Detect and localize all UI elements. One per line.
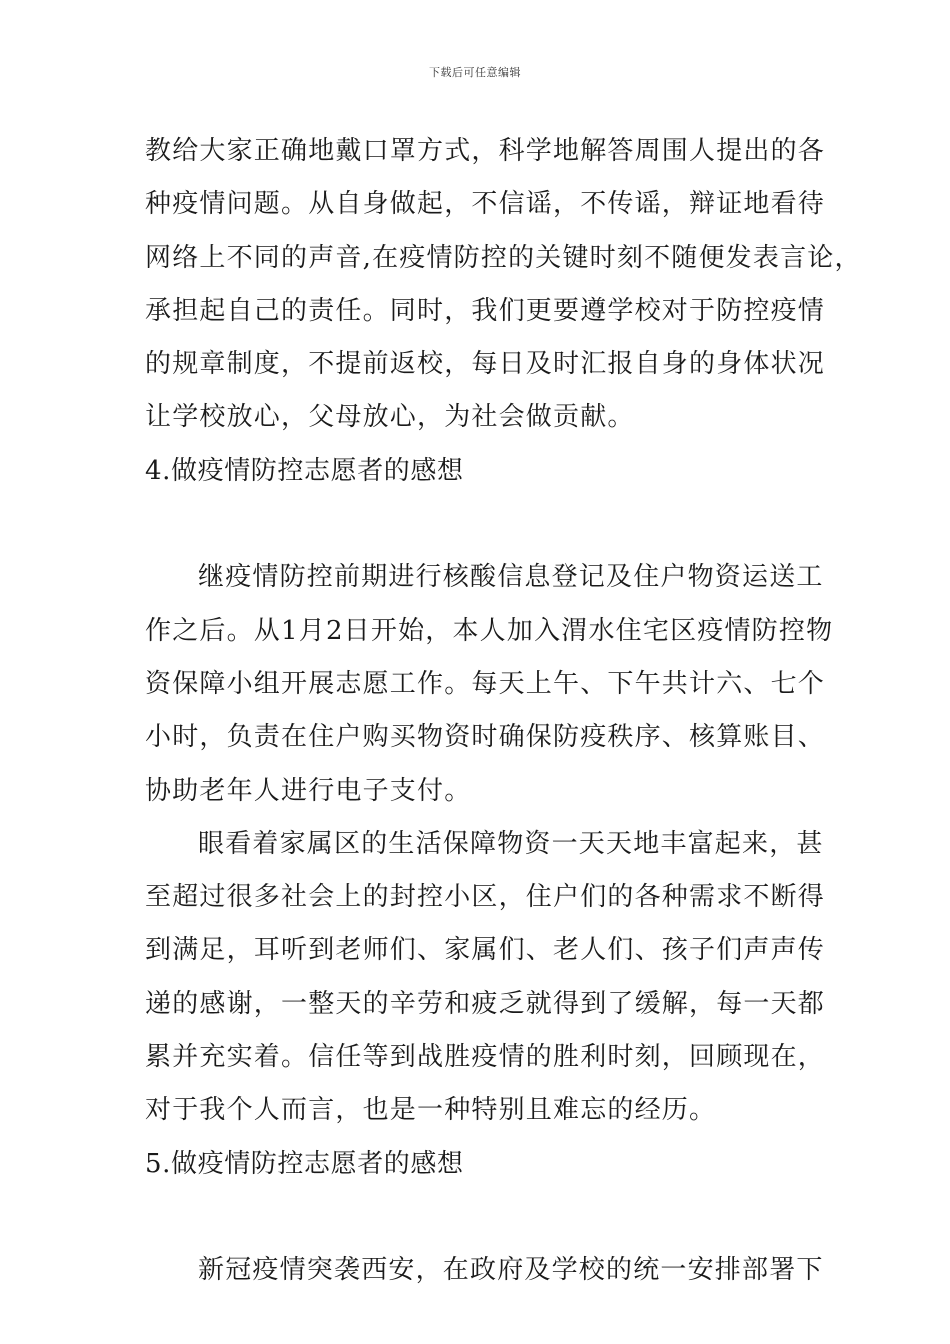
text-line: 让学校放心，父母放心，为社会做贡献。 — [145, 402, 635, 433]
text-line: 到满足，耳听到老师们、家属们、老人们、孩子们声声传 — [145, 935, 826, 966]
section-heading-4: 4.做疫情防控志愿者的感想 — [145, 455, 464, 486]
document-body — [145, 125, 862, 1298]
text-line: 协助老年人进行电子支付。 — [145, 775, 472, 806]
text-line: 小时，负责在住户购买物资时确保防疫秩序、核算账目、 — [145, 722, 826, 753]
text-line: 继疫情防控前期进行核酸信息登记及住户物资运送工 — [198, 562, 824, 593]
paragraph — [145, 818, 835, 1138]
text-line: 网络上不同的声音,在疫情防控的关键时刻不随便发表言论， — [145, 242, 862, 273]
blank-line — [145, 498, 835, 551]
text-line: 累并充实着。信任等到战胜疫情的胜利时刻，回顾现在， — [145, 1042, 826, 1073]
paragraph-continuation — [145, 125, 862, 445]
text-line: 资保障小组开展志愿工作。每天上午、下午共计六、七个 — [145, 668, 826, 699]
blank-line — [145, 1191, 835, 1244]
paragraph — [145, 1244, 835, 1297]
text-line: 承担起自己的责任。同时，我们更要遵学校对于防控疫情 — [145, 295, 826, 326]
text-line: 眼看着家属区的生活保障物资一天天地丰富起来，甚 — [198, 828, 824, 859]
section-heading-5: 5.做疫情防控志愿者的感想 — [145, 1148, 464, 1179]
text-line: 的规章制度，不提前返校，每日及时汇报自身的身体状况 — [145, 349, 826, 380]
text-line: 教给大家正确地戴口罩方式，科学地解答周围人提出的各 — [145, 136, 826, 166]
text-line: 对于我个人而言，也是一种特别且难忘的经历。 — [145, 1095, 717, 1126]
text-line: 至超过很多社会上的封控小区，住户们的各种需求不断得 — [145, 882, 826, 913]
text-line: 作之后。从1月2日开始，本人加入渭水住宅区疫情防控物 — [145, 615, 834, 646]
paragraph — [145, 551, 835, 817]
text-line: 种疫情问题。从自身做起，不信谣，不传谣，辩证地看待 — [145, 189, 826, 220]
text-line: 递的感谢，一整天的辛劳和疲乏就得到了缓解，每一天都 — [145, 988, 826, 1019]
page-header: 下载后可任意编辑 — [429, 66, 521, 79]
text-line: 新冠疫情突袭西安，在政府及学校的统一安排部署下 — [198, 1255, 824, 1286]
